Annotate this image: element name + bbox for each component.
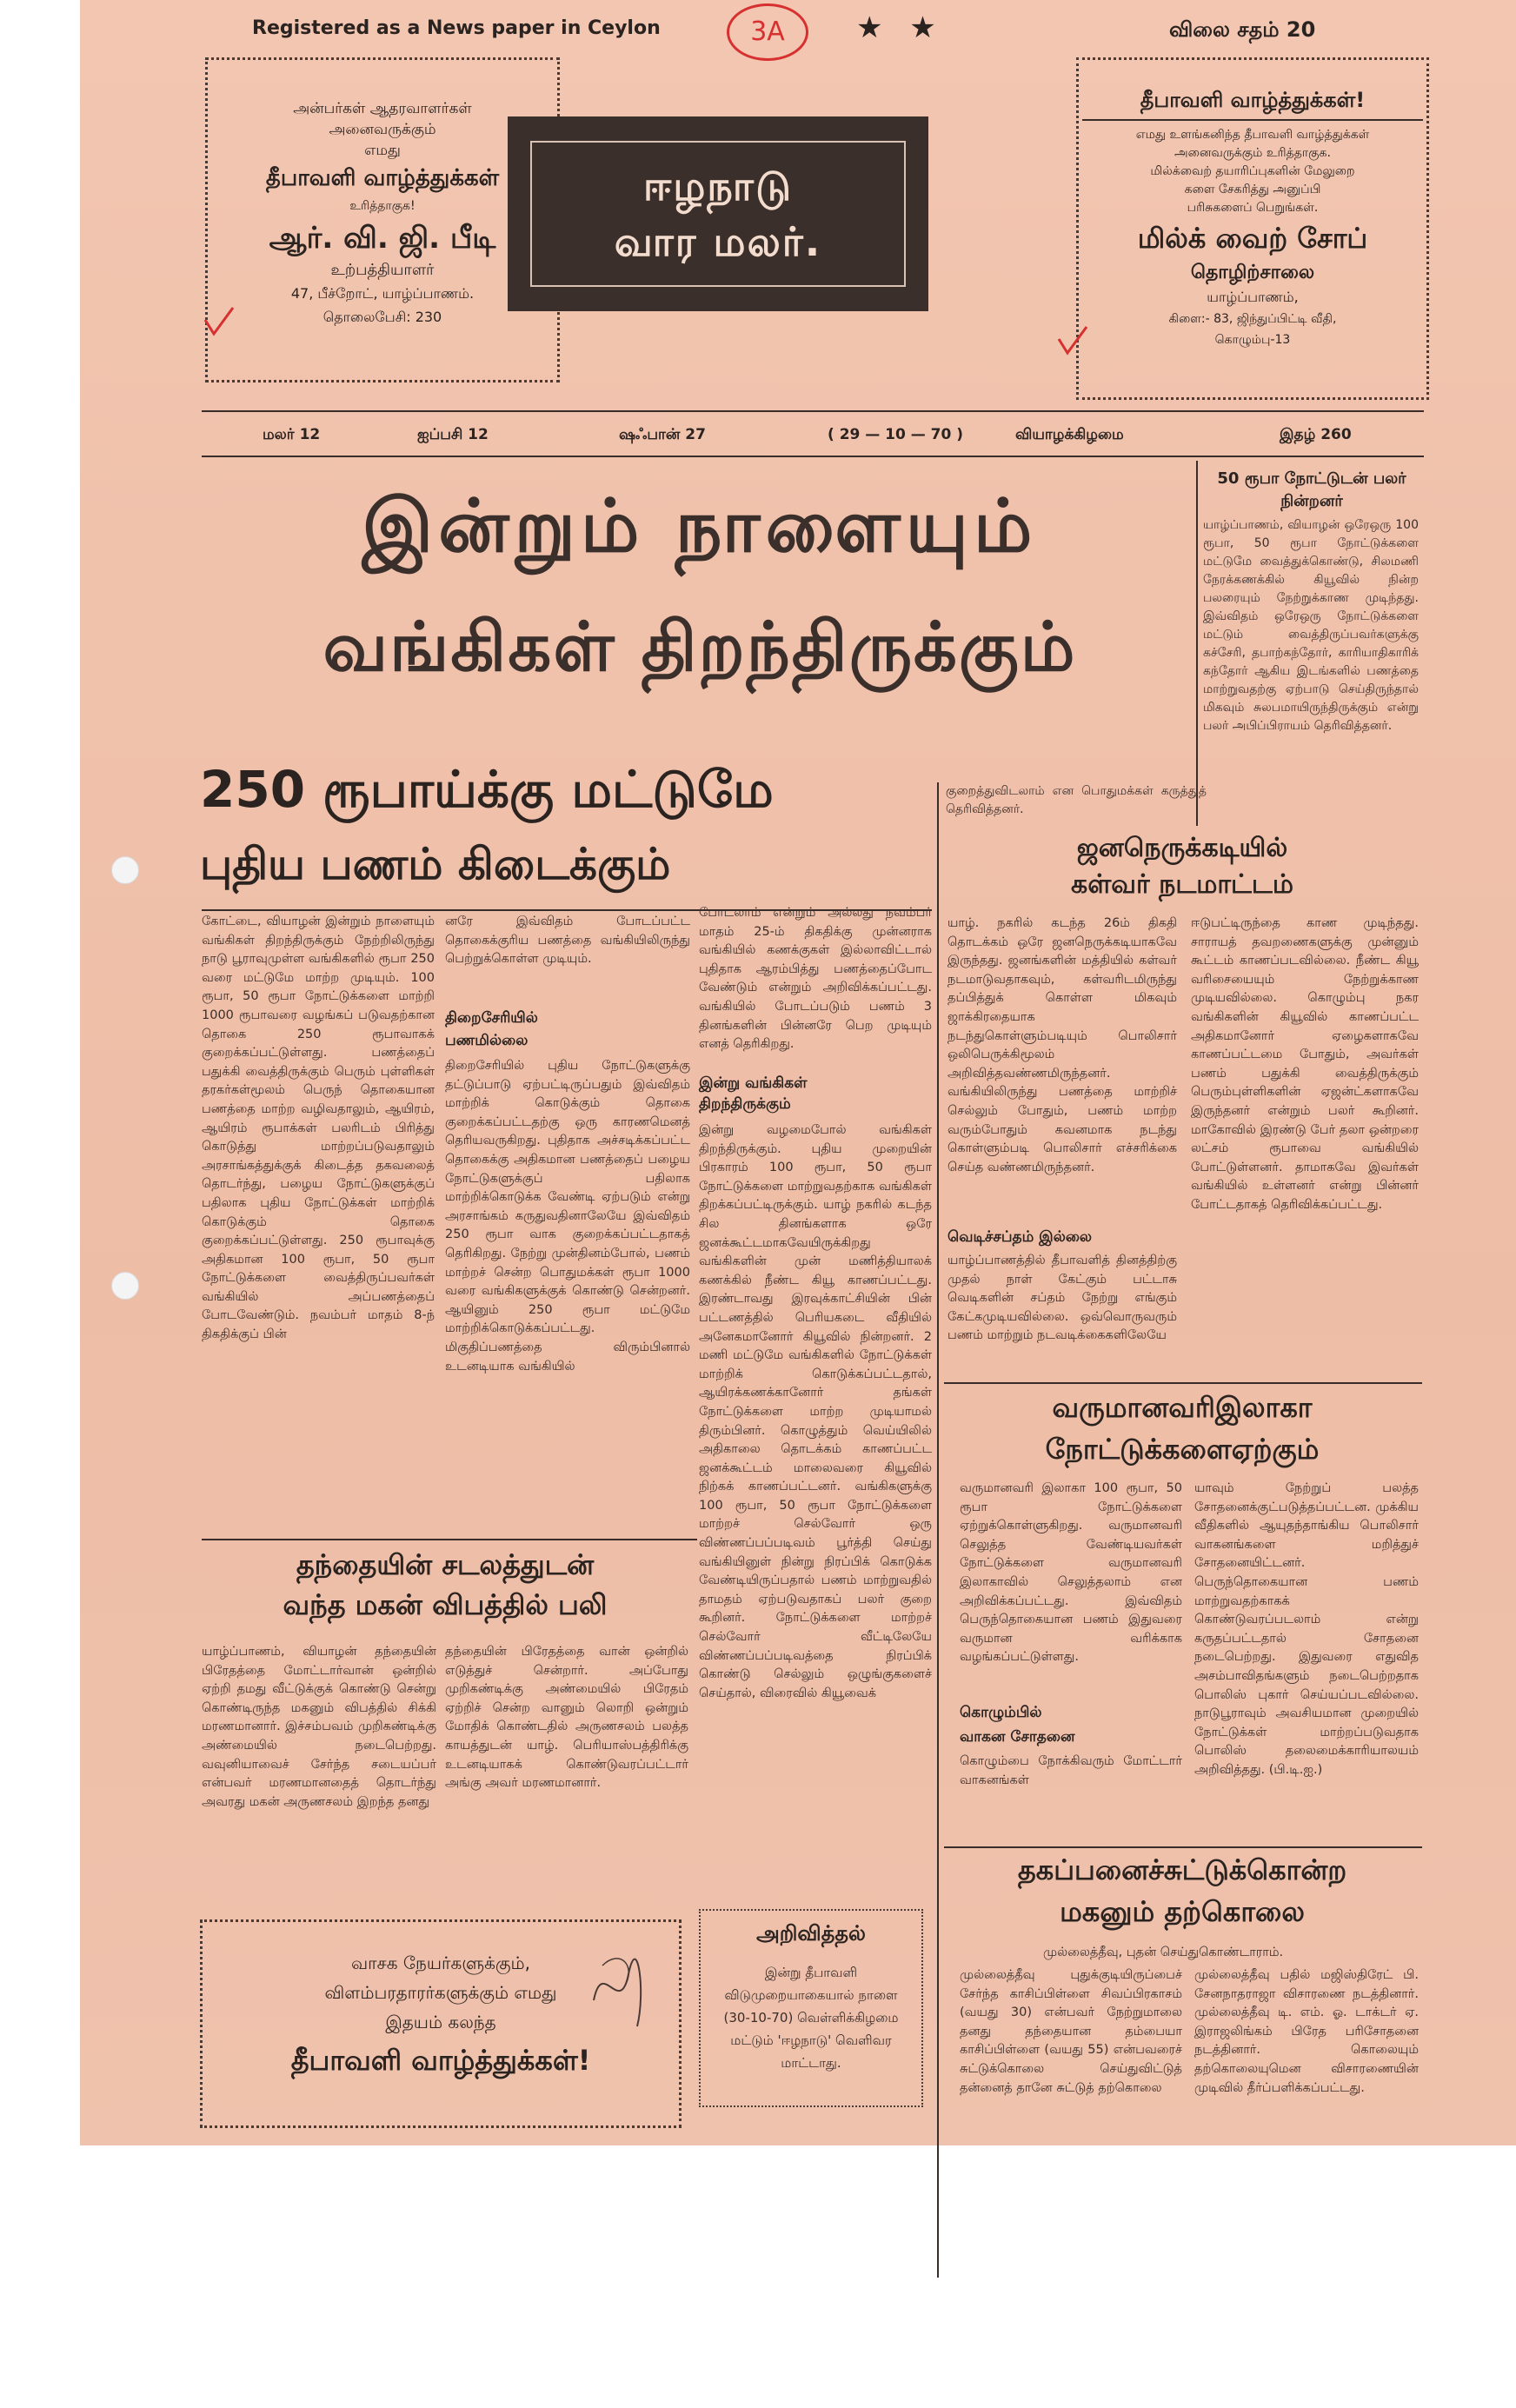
dateline-month: ஐப்பசி 12 bbox=[417, 426, 489, 443]
main-story-column-2 bbox=[445, 913, 690, 1466]
right-ad-branch-city: கொழும்பு-13 bbox=[1214, 333, 1291, 347]
tax-headline-line2: நோட்டுக்களைஏற்கும் bbox=[1045, 1433, 1320, 1466]
dateline-islamic: ஷஃபான் 27 bbox=[619, 426, 706, 443]
father-story-column-2: தந்தையின் பிரேதத்தை வான் ஒன்றில் எடுத்துச் சென்றார். அப்போது முறிகண்டிக்கு அண்மையில் பிரேதம் ஏற்றிச் சென்ற வானும் லொறி ஒன்றும் மோதிக் கொண்டதில் அருணசலம் பலத்த காயத்துடன் யாழ். பெரியாஸ்பத்திரிக்கு உடனடியாகக் கொண்டுவரப்பட்டார் அங்கு அவர் மரணமானார். bbox=[445, 1645, 688, 1791]
crowd-story-subheading: வெடிச்சப்தம் இல்லை bbox=[948, 1228, 1093, 1246]
crowd-story-text: யாழ். நகரில் கடந்த 26ம் திகதி தொடக்கம் ஒரே ஜனநெருக்கடியாகவே இருந்தது. ஜனங்களின் மத்தியில் கள்வர் நடமாடுவதாகவும், கள்வரிடமிருந்து தப்பித்துக் கொள்ள மிகவும் ஜாக்கிரதையாக நடந்துகொள்ளும்படியும் பொலிசார் ஒலிபெருக்கிமூலம் அறிவித்தவண்ணமிருந்தனர். வங்கியிலிருந்து பணத்தை மாற்றிச் செல்லும் போதும், பணம் மாற்ற வரும்போதும் கவனமாக நடந்து கொள்ளும்படி பொலிசார் எச்சரிக்கை செய்த வண்ணமிருந்தனர். bbox=[948, 916, 1177, 1174]
greeting-box bbox=[200, 1919, 682, 2128]
right-story-continuation: குறைத்துவிடலாம் என பொதுமக்கள் கருத்துத் தெரிவித்தனர். bbox=[946, 784, 1207, 816]
main-story-column-1: கோட்டை, வியாழன் இன்றும் நாளையும் வங்கிகள் திறந்திருக்கும் நேற்றிலிருந்து நாடு பூராவுமுள்ள வங்கிகளில் ரூபா 250 வரை மட்டுமே மாற்ற முடியும். 100 ரூபா, 50 ரூபா நோட்டுக்களை மாற்றி 1000 ரூபாவரை வழங்கப் படுவதற்கான தொகை 250 ரூபாவாகக் குறைக்கப்பட்டுள்ளது. பணத்தைப் பதுக்கி வைத்திருக்கும் பெரும் புள்ளிகள் தரகர்கள்மூலம் பெருந் தொகையான பணத்தை மாற்ற வழிவதாலும், ஆயிரம், ஆயிரம் ரூபாக்கள் பலரிடம் பிரித்து கொடுத்து மாற்றப்படுவதாலும் அரசாங்கத்துக்குக் கிடைத்த தகவலைத் தொடர்ந்து, பழைய நோட்டுகளுக்குப் பதிலாக புதிய நோட்டுக்கள் மாற்றிக் கொடுக்கும் தொகை குறைக்கப்பட்டுள்ளது. 250 ரூபாவுக்கு அதிகமான 100 ரூபா, 50 ரூபா நோட்டுக்களை வைத்திருப்பவர்கள் வங்கியில் அப்பணத்தைப் போடவேண்டும். நவம்பர் மாதம் 8-ந் திகதிக்குப் பின் bbox=[202, 915, 435, 1342]
father-headline-line2: வந்த மகன் விபத்தில் பலி bbox=[283, 1588, 608, 1621]
main-story-column-3-text: இன்று வழமைபோல் வங்கிகள் திறந்திருக்கும். புதிய முறையின் பிரகாரம் 100 ரூபா, 50 ரூபா நோட்டுக்களை மாற்றுவதற்காக வங்கிகள் திறக்கப்பட்டிருக்கும். யாழ் நகரில் கடந்த சில தினங்களாக ஒரே ஜனக்கூட்டமாகவேயிருக்கிறது வங்கிகளின் முன் மணித்தியாலக் கணக்கில் நீண்ட கியூ காணப்பட்டது. இரண்டாவது இரவுக்காட்சியின் பின் பட்டணத்தில் பெரியகடை வீதியில் அனேகமானோர் கியூவில் நின்றனர். 2 மணி மட்டுமே வங்கிகளில் நோட்டுக்கள் மாற்றிக் கொடுக்கப்பட்டதால், ஆயிரக்கணக்கானோர் தங்கள் நோட்டுக்களை மாற்ற முடியாமல் திரும்பினர். கொழுத்தும் வெய்யிலில் அதிகாலை தொடக்கம் காணப்பட்ட ஜனக்கூட்டம் மாலைவரை கியூவில் நிற்கக் காணப்பட்டனர். வங்கிகளுக்கு 100 ரூபா, 50 ரூபா நோட்டுக்களை மாற்றச் செல்வோர் ஒரு விண்ணப்பப்படிவம் பூர்த்தி செய்து வங்கியினுள் நின்று நிரப்பிக் கொடுக்க வேண்டியிருப்பதால் பணம் மாற்றுவதில் தாமதம் ஏற்படுவதாகப் பலர் குறை கூறினர். நோட்டுக்களை மாற்றச் செல்வோர் வீட்டிலேயே விண்ணப்பப்படிவத்தை நிரப்பிக் கொண்டு செல்லும் ஒழுங்குகளைச் செய்தால், விரைவில் கியூவைக் bbox=[699, 1123, 932, 1700]
right-ad-line3: மில்க்வைற் தயாரிப்புகளின் மேலுறை bbox=[1150, 164, 1355, 178]
main-subheadline-line2: புதிய பணம் கிடைக்கும் bbox=[200, 839, 671, 889]
right-ad-line4: களை சேகரித்து அனுப்பி bbox=[1184, 183, 1321, 196]
crowd-headline-line2: கள்வர் நடமாட்டம் bbox=[1071, 869, 1293, 900]
crowd-headline-line1: ஜனநெருக்கடியில் bbox=[1076, 833, 1288, 863]
price-label: விலை சதம் 20 bbox=[1169, 17, 1316, 42]
red-checkmark bbox=[1055, 323, 1090, 358]
tax-story-column-1 bbox=[960, 1480, 1182, 1791]
left-ad-line1: அன்பர்கள் ஆதரவாளர்கள் bbox=[293, 100, 472, 117]
main-story-column-3-intro: போடலாம் என்றும் அல்லது நவம்பர் மாதம் 25-ம் திகதிக்கு முன்னராக வங்கியில் கணக்குகள் இல்லாவிட்டால் புதிதாக ஆரம்பித்து பணத்தைப்போட வேண்டும் என்றும் அறிவிக்கப்பட்டது. வங்கியில் போடப்படும் பணம் 3 தினங்களின் பின்னரே பெற முடியும் எனத் தெரிகிறது. bbox=[699, 906, 932, 1052]
right-ad-line2: அனைவருக்கும் உரித்தாகுக. bbox=[1174, 146, 1331, 160]
punch-hole bbox=[111, 856, 139, 884]
crowd-story-column-1 bbox=[948, 915, 1177, 1386]
main-story-column-2-heading: திறைசேரியில் பணமில்லை bbox=[445, 1009, 538, 1049]
main-headline-line1: இன்றும் நாளையும் bbox=[362, 482, 1038, 569]
left-ad-phone: தொலைபேசி: 230 bbox=[322, 309, 442, 325]
left-ad-company: ஆர். வி. ஜி. பீடி bbox=[269, 221, 496, 256]
main-story-column-2-intro: னரே இவ்விதம் போடப்பட்ட தொகைக்குரிய பணத்தை வங்கியிலிருந்து பெற்றுக்கொள்ள முடியும். bbox=[445, 915, 690, 967]
notice-heading: அறிவித்தல் bbox=[756, 1921, 866, 1946]
red-checkmark bbox=[202, 304, 236, 339]
right-story-headline: 50 ரூபா நோட்டுடன் பலர் நின்றனர் bbox=[1217, 469, 1406, 510]
left-ad-greeting: தீபாவளி வாழ்த்துக்கள் bbox=[265, 165, 500, 191]
greeting-line4: தீபாவளி வாழ்த்துக்கள்! bbox=[290, 2044, 591, 2077]
tax-story-rule bbox=[944, 1382, 1422, 1384]
signature-image bbox=[585, 1939, 655, 2035]
punch-hole bbox=[111, 1272, 139, 1300]
greeting-line3: இதயம் கலந்த bbox=[385, 2012, 496, 2032]
masthead-line2: வார மலர். bbox=[614, 218, 822, 265]
suicide-story-dateline: முல்லைத்தீவு, புதன் செய்துகொண்டாராம். bbox=[1043, 1946, 1284, 1959]
main-headline-line2: வங்கிகள் திறந்திருக்கும் bbox=[322, 608, 1077, 687]
dateline-rule-top bbox=[202, 410, 1424, 412]
greeting-line1: வாசக நேயர்களுக்கும், bbox=[351, 1952, 530, 1973]
right-ad-city: யாழ்ப்பாணம், bbox=[1207, 289, 1299, 305]
left-advertisement bbox=[205, 57, 560, 382]
tax-story-subheading: கொழும்பில் வாகன சோதனை bbox=[960, 1704, 1075, 1746]
star-ornaments: ★ ★ bbox=[856, 10, 945, 45]
right-ad-company: மில்க் வைற் சோப் bbox=[1137, 222, 1368, 255]
suicide-headline-line1: தகப்பனைச்சுட்டுக்கொன்ற bbox=[1017, 1853, 1347, 1886]
dateline-issue: இதழ் 260 bbox=[1280, 426, 1352, 443]
masthead-line1: ஈழநாடு bbox=[642, 163, 794, 210]
left-ad-line5: உரித்தாகுக! bbox=[349, 199, 416, 213]
suicide-story-column-1: முல்லைத்தீவு புதுக்குடியிருப்பைச் சேர்ந்த காசிப்பிள்ளை சிவப்பிரகாசம் (வயது 30) என்பவர் நேற்றுமாலை தனது தந்தையான தம்பையா காசிப்பிள்ளை (வயது 55) என்பவரைச் சுட்டுக்கொலை செய்துவிட்டுத் தன்னைத் தானே சுட்டுத் தற்கொலை bbox=[960, 1968, 1182, 2095]
left-ad-line3: எமது bbox=[364, 142, 401, 159]
notice-box bbox=[699, 1909, 923, 2107]
suicide-story-column-2: முல்லைத்தீவு பதில் மஜிஸ்திரேட் பி. சேனநாதராஜா விசாரணை நடத்தினார். முல்லைத்தீவு டி. எம். ஓ. டாக்டர் ஏ. இராஜலிங்கம் பிரேத பரிசோதனை நடத்தினார். கொலையும் தற்கொலையுமென விசாரணையின் முடிவில் தீர்ப்பளிக்கப்பட்டது. bbox=[1194, 1968, 1419, 2095]
notice-text: இன்று தீபாவளி விடுமுறையாகையால் நாளை (30-10-70) வெள்ளிக்கிழமை மட்டும் 'ஈழநாடு' வெளிவர மாட்டாது. bbox=[723, 1965, 899, 2071]
dateline-day: வியாழக்கிழமை bbox=[1015, 426, 1124, 443]
dateline-date: ( 29 — 10 — 70 ) bbox=[828, 426, 964, 443]
right-ad-line5: பரிசுகளைப் பெறுங்கள். bbox=[1187, 201, 1319, 215]
right-advertisement bbox=[1076, 57, 1429, 400]
right-ad-line1: எமது உளங்கனிந்த தீபாவளி வாழ்த்துக்கள் bbox=[1135, 128, 1370, 142]
crowd-story-text-2: யாழ்ப்பாணத்தில் தீபாவளித் தினத்திற்கு முதல் நாள் கேட்கும் பட்டாசு வெடிகளின் சப்தம் நேற்று எங்கும் கேட்கமுடியவில்லை. ஒவ்வொருவரும் பணம் மாற்றும் நடவடிக்கைகளிலேயே bbox=[948, 1254, 1177, 1343]
main-story-column-3-heading: இன்று வங்கிகள் திறந்திருக்கும் bbox=[699, 1074, 808, 1113]
dateline-rule-bottom bbox=[202, 456, 1424, 457]
left-ad-role: உற்பத்தியாளர் bbox=[330, 261, 435, 279]
right-column-rule bbox=[1196, 461, 1198, 826]
tax-story-text: வருமானவரி இலாகா 100 ரூபா, 50 ரூபா நோட்டுக்களை ஏற்றுக்கொள்ளுகிறது. வருமானவரி செலுத்த வேண்டியவர்கள் நோட்டுக்களை வருமானவரி இலாகாவில் செலுத்தலாம் என அறிவிக்கப்பட்டது. இவ்விதம் பெருந்தொகையான பணம் இதுவரை வருமான வரிக்காக வழங்கப்பட்டுள்ளது. bbox=[960, 1481, 1182, 1665]
dateline-malar: மலர் 12 bbox=[263, 426, 321, 443]
father-story-column-1: யாழ்ப்பாணம், வியாழன் தந்தையின் பிரேதத்தை மோட்டார்வான் ஒன்றில் ஏற்றி தமது வீட்டுக்குக் கொண்டு சென்று கொண்டிருந்த மகனும் விபத்தில் சிக்கி மரணமானார். இச்சம்பவம் முறிகண்டிக்கு அண்மையில் நடைபெற்றது. வவுனியாவைச் சேர்ந்த சடையப்பர் என்பவர் மரணமானதைத் தொடர்ந்து அவரது மகன் அருணசலம் இறந்த தனது bbox=[202, 1645, 436, 1809]
left-ad-address: 47, பீச்றோட், யாழ்ப்பாணம். bbox=[290, 285, 475, 302]
center-column-rule bbox=[937, 782, 939, 2278]
tax-story-column-2: யாவும் நேற்றுப் பலத்த சோதனைக்குட்படுத்தப்பட்டன. முக்கிய வீதிகளில் ஆயுதந்தாங்கிய பொலிசார் வாகனங்களை மறித்துச் சோதனையிட்டனர். பெருந்தொகையான பணம் மாற்றுவதற்காகக் கொண்டுவரப்படலாம் என்று கருதப்பட்டதால் சோதனை நடைபெற்றது. இதுவரை எதுவித அசம்பாவிதங்களும் நடைபெற்றதாக பொலிஸ் புகார் செய்யப்படவில்லை. நாடுபூராவும் அவசியமான முறையில் நோட்டுக்கள் மாற்றப்படுவதாக பொலிஸ் தலைமைக்காரியாலயம் அறிவித்தது. (பி.டி.ஐ.) bbox=[1194, 1481, 1419, 1777]
registration-note: Registered as a News paper in Ceylon bbox=[252, 17, 661, 39]
main-subheadline-line1: 250 ரூபாய்க்கு மட்டுமே bbox=[200, 760, 774, 819]
tax-story-text-2: கொழும்பை நோக்கிவரும் மோட்டார் வாகனங்கள் bbox=[960, 1754, 1182, 1787]
handwritten-mark: 3A bbox=[727, 3, 808, 61]
tax-headline-line1: வருமானவரிஇலாகா bbox=[1052, 1391, 1313, 1424]
left-ad-line2: அனைவருக்கும் bbox=[329, 121, 436, 138]
right-ad-company2: தொழிற்சாலை bbox=[1190, 262, 1315, 283]
right-ad-title: தீபாவளி வாழ்த்துக்கள்! bbox=[1082, 84, 1423, 121]
right-ad-branch: கிளை:- 83, ஜிந்துப்பிட்டி வீதி, bbox=[1168, 312, 1337, 326]
suicide-story-rule bbox=[944, 1846, 1422, 1848]
father-story-rule bbox=[202, 1539, 697, 1540]
suicide-headline-line2: மகனும் தற்கொலை bbox=[1060, 1895, 1305, 1928]
masthead bbox=[508, 116, 928, 311]
right-story-text: யாழ்ப்பாணம், வியாழன் ஒரேஒரு 100 ரூபா, 50 ரூபா நோட்டுக்களை மட்டுமே வைத்துக்கொண்டு, சிலமணி நேரக்கணக்கில் கியூவில் நின்ற பலரையும் நேற்றுக்காண முடிந்தது. இவ்விதம் ஒரேஒரு நோட்டுக்களை மட்டும் வைத்திருப்பவர்களுக்கு கச்சேரி, தபாற்கந்தோர், காரியாதிகாரிக் கந்தோர் ஆகிய இடங்களில் பணத்தை மாற்றுவதற்கு ஏற்பாடு செய்திருந்தால் மிகவும் சுலபமாயிருந்திருக்கும் என்று பலர் அபிப்பிராயம் தெரிவித்தனர். bbox=[1203, 518, 1419, 733]
crowd-story-column-2: ஈடுபட்டிருந்தை காண முடிந்தது. சாராயத் தவறணைகளுக்கு முன்னும் கூட்டம் காணப்படவில்லை. நீண்ட கியூ வரிசையையும் நேற்றுக்காண முடியவில்லை. கொழும்பு நகர வங்கிகளின் கியூவில் காணப்பட்ட அதிகமானோர் ஏழைகளாகவே காணப்பட்டமை போதும், அவர்கள் பணம் பதுக்கி வைத்திருக்கும் பெரும்புள்ளிகளின் ஏஜன்ட்களாகவே இருந்தனர் என்றும் பலர் கூறினர். மாகோவில் இரண்டு பேர் தலா ஒன்றரை லட்சம் ரூபாவை வங்கியில் போட்டுள்ளனர். தாமாகவே இவர்கள் வங்கியில் உள்ளனர் என்று பின்னர் போட்டதாகத் தெரிவிக்கப்பட்டது. bbox=[1191, 916, 1419, 1212]
main-story-column-2-text: திறைசேரியில் புதிய நோட்டுகளுக்கு தட்டுப்பாடு ஏற்பட்டிருப்பதும் இவ்விதம் மாற்றிக் கொடுக்கும் தொகை குறைக்கப்பட்டதற்கு ஒரு காரணமெனத் தெரியவருகிறது. புதிதாக அச்சடிக்கப்பட்ட தொகைக்கு அதிகமான பணத்தைப் பழைய நோட்டுகளுக்குப் பதிலாக மாற்றிக்கொடுக்க வேண்டி ஏற்படும் என்று அரசாங்கம் கருதுவதினாலேயே இவ்விதம் 250 ரூபா வாக குறைக்கப்பட்டதாகத் தெரிகிறது. நேற்று முன்தினம்போல், பணம் மாற்றச் சென்ற பொதுமக்கள் ரூபா 1000 வரை வங்கிகளுக்குக் கொண்டு சென்றனர். ஆயினும் 250 ரூபா மட்டுமே மாற்றிக்கொடுக்கப்பட்டது. மிகுதிப்பணத்தை விரும்பினால் உடனடியாக வங்கியில் bbox=[445, 1059, 690, 1374]
father-headline-line1: தந்தையின் சடலத்துடன் bbox=[296, 1548, 595, 1581]
greeting-line2: விளம்பரதாரர்களுக்கும் எமது bbox=[324, 1982, 557, 2003]
